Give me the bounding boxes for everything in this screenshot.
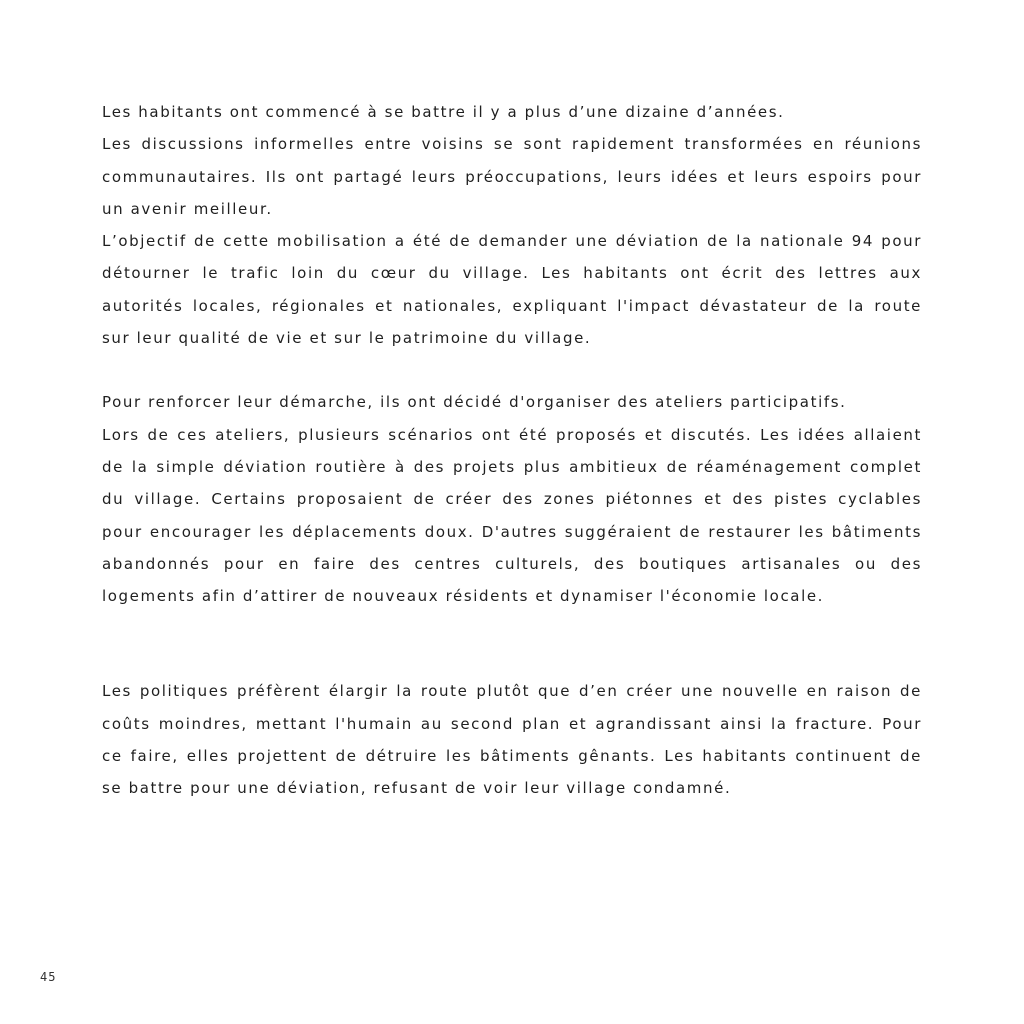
paragraph-workshops-intro: Pour renforcer leur démarche, ils ont décidé d'organiser des ateliers participatifs.	[102, 393, 847, 412]
paragraph-objective: L’objectif de cette mobilisation a été de demander une déviation de la nationale 94 pour détourner le trafic loin du cœur du village. Les habitants ont écrit des lettres aux autorités locales, régionales et nationales, expliquant l'impact dévastateur de la route sur leur qualité de vie et sur le patrimoine du village.	[102, 232, 922, 348]
paragraph-intro: Les habitants ont commencé à se battre il y a plus d’une dizaine d’années.	[102, 103, 785, 121]
paragraph-politics: Les politiques préfèrent élargir la route plutôt que d’en créer une nouvelle en raison de coûts moindres, mettant l'humain au second plan et agrandissant ainsi la fracture. Pour ce faire, elles projettent de détruire les bâtiments gênants. Les habitants continuent de se battre pour une déviation, refusant de voir leur village condamné.	[102, 682, 922, 798]
paragraph-spacer	[102, 354, 922, 386]
paragraph-spacer	[102, 612, 922, 675]
paragraph-discussions: Les discussions informelles entre voisins se sont rapidement transformées en réunions communautaires. Ils ont partagé leurs préoccupations, leurs idées et leurs espoirs pour un avenir meilleur.	[102, 135, 922, 218]
paragraph-workshops-detail: Lors de ces ateliers, plusieurs scénarios ont été proposés et discutés. Les idées allaient de la simple déviation routière à des projets plus ambitieux de réaménagement complet du village. Certains proposaient de créer des zones piétonnes et des pistes cyclables pour encourager les déplacements doux. D'autres suggéraient de restaurer les bâtiments abandonnés pour en faire des centres culturels, des boutiques artisanales ou des logements afin d’attirer de nouveaux résidents et dynamiser l'économie locale.	[102, 425, 922, 606]
document-body	[102, 96, 922, 805]
page-number: 45	[40, 970, 57, 984]
